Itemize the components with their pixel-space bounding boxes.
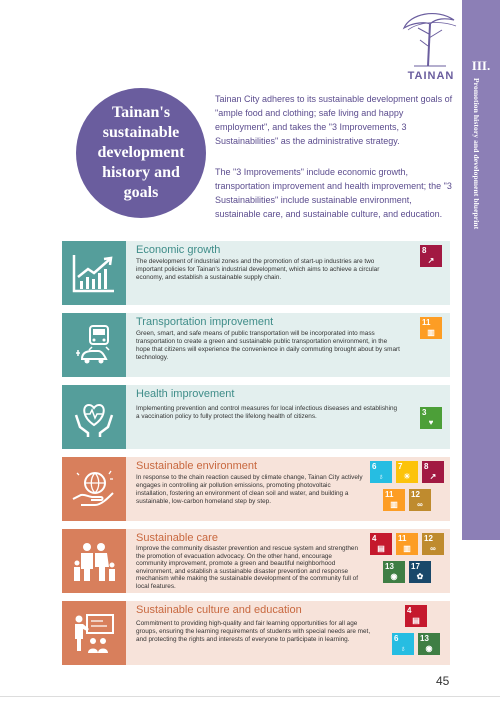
card-text: Green, smart, and safe means of public transportation will be incorporated into mass transportation to create a green and sustainable public transportation environment, in the hope that citizens will experience the convenience in daily commuting brought about by smart technology.: [136, 330, 400, 361]
sdg-badges: [420, 317, 442, 339]
card-sustainable-culture-education: [62, 601, 450, 665]
growth-chart-icon: [72, 253, 116, 293]
card-economic-growth: [62, 241, 450, 305]
card-transportation-improvement: [62, 313, 450, 377]
card-text: Improve the community disaster prevention and rescue system and strengthen the promotion of evacuation advocacy. On the other hand, encourage community improvement, promote a green and beautiful neighborhood environment, and establish a sustainable disaster prevention and response mechanism while making the sustainable development of the community full of local features.: [136, 545, 359, 590]
page-title: Tainan's sustainable development history and goals: [97, 104, 185, 201]
card-text: In response to the chain reaction caused by climate change, Tainan City actively engages in controlling air pollution emissions, promoting photovoltaic installation, fostering an environment of clean soil and water, and building a sustainable, low-carbon homeland step by step.: [136, 474, 363, 505]
sdg-badge: 12 ∞: [422, 533, 444, 555]
sdg-badges: [420, 407, 442, 429]
sdg-badge: 8 ↗: [422, 461, 444, 483]
intro-paragraph-2: The "3 Improvements" include economic growth, transportation improvement and health improvement; the "3 Sustainabilities" include sustainable environment, sustainable care, and sustainable culture, and education.: [215, 167, 452, 219]
tainan-logo-text: TAINAN: [407, 70, 455, 82]
sdg-badges: [370, 461, 444, 517]
card-text: Commitment to providing high-quality and fair learning opportunities for all age groups, ensuring the learning requirements of students with special needs are met, and protecting the rights and interests of everyone to participate in learning.: [136, 620, 371, 643]
sdg-badges: [392, 605, 440, 661]
card-sustainable-environment: [62, 457, 450, 521]
sdg-badge: 4 ▤: [405, 605, 427, 627]
title-circle: [76, 88, 206, 218]
card-title: Transportation improvement: [136, 316, 274, 328]
sdg-badge: 11 ▥: [420, 317, 442, 339]
card-title: Sustainable care: [136, 532, 218, 544]
sdg-badge: 17 ✿: [409, 561, 431, 583]
sdg-badge: 8 ↗: [420, 245, 442, 267]
sdg-badge: 12 ∞: [409, 489, 431, 511]
chapter-side-tab: [462, 0, 500, 540]
page-number: 45: [436, 674, 450, 688]
sdg-badge: 11 ▥: [396, 533, 418, 555]
footer-divider: [0, 696, 500, 697]
card-health-improvement: [62, 385, 450, 449]
card-text: The development of industrial zones and the promotion of start-up industries are two important policies for Tainan's industrial development, which aims to achieve a circular economy, and establish a sustainable supply chain.: [136, 258, 380, 281]
card-title: Health improvement: [136, 388, 235, 400]
sdg-badges: [370, 533, 444, 589]
sdg-badge: 13 ◉: [418, 633, 440, 655]
globe-hand-icon: [71, 467, 117, 511]
sdg-badge: 11 ▥: [383, 489, 405, 511]
sdg-badge: 6 ♁: [370, 461, 392, 483]
sdg-badge: 7 ☀: [396, 461, 418, 483]
intro-paragraph-1: Tainan City adheres to its sustainable development goals of "ample food and clothing; safe living and happy employment", and takes the "3 Improvements, 3 Sustainabilities" as the administrative strategy.: [215, 94, 453, 146]
teacher-icon: [71, 611, 117, 655]
card-title: Sustainable environment: [136, 460, 258, 472]
chapter-number: III.: [471, 58, 491, 73]
card-sustainable-care: [62, 529, 450, 593]
tree-logo-icon: [396, 4, 462, 70]
card-title: Economic growth: [136, 244, 221, 256]
sdg-badge: 4 ▤: [370, 533, 392, 555]
sdg-badge: 13 ◉: [383, 561, 405, 583]
train-car-icon: [72, 323, 116, 367]
sdg-badge: 3 ♥: [420, 407, 442, 429]
family-icon: [71, 539, 117, 583]
sdg-badge: 6 ♁: [392, 633, 414, 655]
card-text: Implementing prevention and control measures for local infectious diseases and establishing a vaccination policy to fully protect the lifelong health of citizens.: [136, 405, 398, 420]
chapter-title: Promotion history and development blueprint: [472, 78, 481, 230]
sdg-badges: [420, 245, 442, 267]
card-title: Sustainable culture and education: [136, 604, 302, 616]
heart-hands-icon: [72, 395, 116, 439]
